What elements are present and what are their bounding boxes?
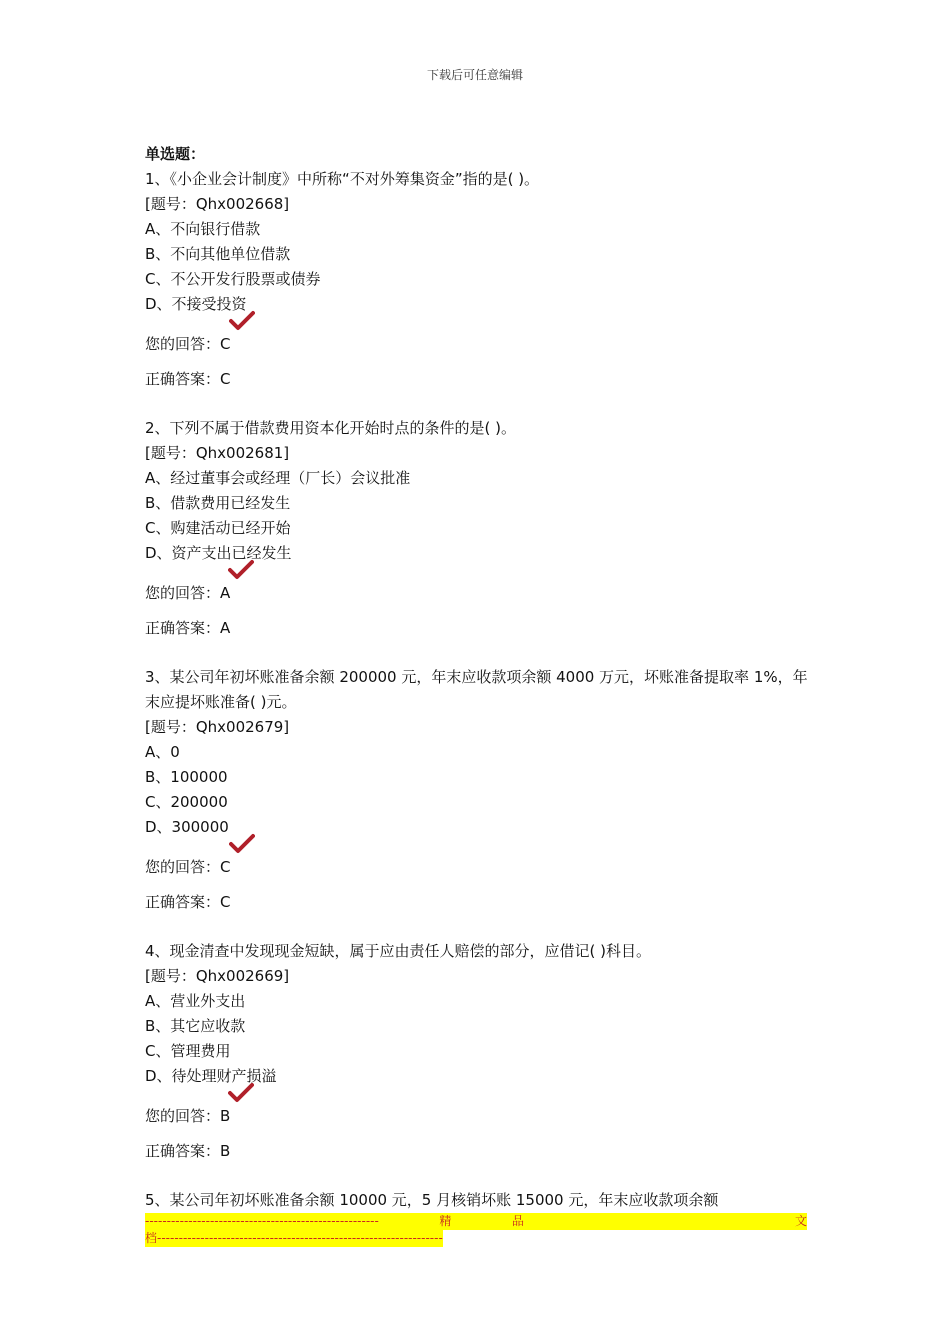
your-answer-label: 您的回答： [145, 335, 221, 353]
option-a: A、营业外支出 [145, 992, 246, 1010]
footer-line-2: 档------------------------------------------------------------------ [145, 1231, 443, 1245]
checkmark-icon [229, 833, 255, 855]
correct-answer-value: C [220, 370, 231, 388]
footer-word-2: 品 [511, 1214, 524, 1228]
question-2 [145, 416, 810, 641]
question-5 [145, 1188, 810, 1213]
checkmark-icon [228, 559, 254, 581]
section-title: 单选题： [145, 145, 206, 163]
question-stem: 1、《小企业会计制度》中所称“不对外筹集资金”指的是( )。 [145, 170, 540, 188]
correct-answer-label: 正确答案： [145, 893, 221, 911]
your-answer-row [145, 581, 810, 606]
correct-answer-value: A [220, 619, 231, 637]
option-b: B、100000 [145, 768, 228, 786]
option-b: B、借款费用已经发生 [145, 494, 291, 512]
your-answer-value: C [220, 858, 231, 876]
option-c: C、200000 [145, 793, 228, 811]
your-answer-label: 您的回答： [145, 584, 221, 602]
question-4 [145, 939, 810, 1164]
your-answer-label: 您的回答： [145, 1107, 221, 1125]
your-answer-row [145, 1104, 810, 1129]
question-stem: 4、现金清查中发现现金短缺，属于应由责任人赔偿的部分，应借记( )科目。 [145, 942, 652, 960]
footer-watermark [145, 1213, 807, 1247]
checkmark-icon [229, 310, 255, 332]
question-id: [题号：Qhx002681] [145, 444, 290, 462]
option-d: D、不接受投资 [145, 295, 247, 313]
option-a: A、不向银行借款 [145, 220, 261, 238]
option-a: A、0 [145, 743, 180, 761]
checkmark-icon [228, 1082, 254, 1104]
correct-answer-row [145, 890, 810, 915]
document-body [145, 142, 810, 1213]
footer-word-3: 文 [794, 1214, 807, 1228]
question-id: [题号：Qhx002668] [145, 195, 290, 213]
correct-answer-row [145, 616, 810, 641]
question-stem: 3、某公司年初坏账准备余额 200000 元，年末应收款项余额 4000 万元，坏账准备提取率 1%，年末应提坏账准备( )元。 [145, 668, 808, 711]
correct-answer-label: 正确答案： [145, 619, 221, 637]
your-answer-label: 您的回答： [145, 858, 221, 876]
question-id: [题号：Qhx002679] [145, 718, 290, 736]
page-header: 下载后可任意编辑 [426, 68, 523, 82]
footer-word-1: 精 [439, 1214, 452, 1228]
option-d: D、资产支出已经发生 [145, 544, 292, 562]
question-3 [145, 665, 810, 915]
option-b: B、其它应收款 [145, 1017, 246, 1035]
question-id: [题号：Qhx002669] [145, 967, 290, 985]
question-stem: 5、某公司年初坏账准备余额 10000 元，5 月核销坏账 15000 元，年末应收款项余额 [145, 1191, 719, 1209]
option-c: C、购建活动已经开始 [145, 519, 291, 537]
footer-dashes: ------------------------------------------------------ [145, 1214, 379, 1228]
option-a: A、经过董事会或经理（厂长）会议批准 [145, 469, 411, 487]
your-answer-row [145, 332, 810, 357]
correct-answer-row [145, 367, 810, 392]
option-d: D、待处理财产损溢 [145, 1067, 277, 1085]
correct-answer-label: 正确答案： [145, 370, 221, 388]
correct-answer-label: 正确答案： [145, 1142, 221, 1160]
option-c: C、不公开发行股票或债券 [145, 270, 321, 288]
correct-answer-value: C [220, 893, 231, 911]
question-stem: 2、下列不属于借款费用资本化开始时点的条件的是( )。 [145, 419, 517, 437]
question-1 [145, 167, 810, 392]
option-b: B、不向其他单位借款 [145, 245, 291, 263]
correct-answer-row [145, 1139, 810, 1164]
option-c: C、管理费用 [145, 1042, 231, 1060]
correct-answer-value: B [220, 1142, 231, 1160]
your-answer-row [145, 855, 810, 880]
your-answer-value: B [220, 1107, 231, 1125]
footer-line-1 [145, 1213, 807, 1230]
your-answer-value: A [220, 584, 231, 602]
option-d: D、300000 [145, 818, 229, 836]
your-answer-value: C [220, 335, 231, 353]
